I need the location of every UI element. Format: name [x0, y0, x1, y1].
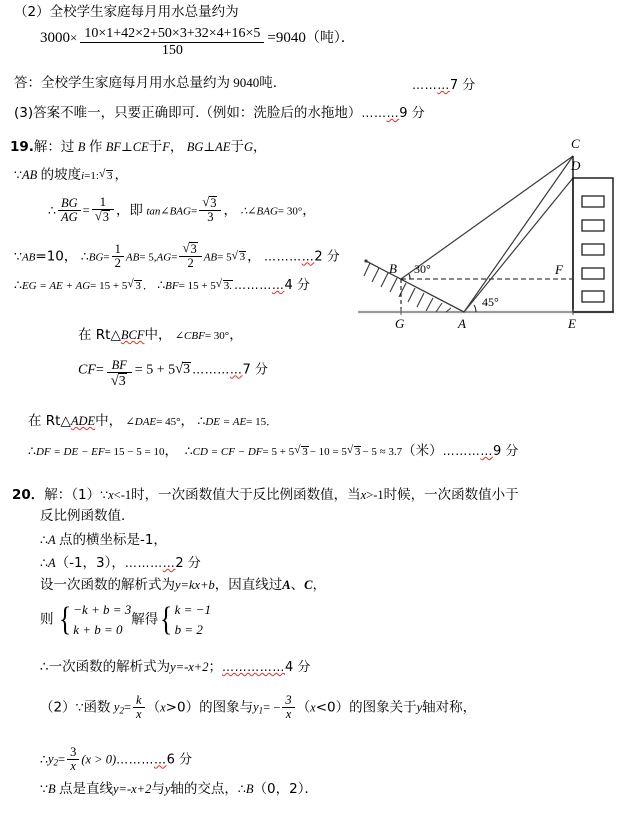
q19-point-F: F: [162, 140, 170, 154]
q19-sqrt3-11: √ 3: [347, 446, 363, 458]
q19-DF-expr: DF = DE − EF: [35, 446, 105, 458]
q19-angle-BAG-value: = 30°: [277, 205, 303, 218]
window-4: [582, 268, 604, 279]
q20-x-cond-1: <-1: [113, 488, 132, 502]
q20-point-B-1: B: [47, 782, 56, 796]
q19-l3-h: ，: [302, 202, 316, 219]
q19-sqrt3-10: √ 3: [294, 446, 310, 458]
q20-eq-4: b = 2: [174, 622, 203, 638]
q20-because-2: ∵: [75, 700, 84, 715]
q19-angle-BAG: ∴∠BAG: [240, 205, 278, 218]
window-5: [582, 291, 604, 302]
q19-seg-CE: CE: [132, 140, 149, 154]
q19-angle-CBF-value: = 30°: [204, 330, 230, 342]
q20-l8-k: （: [296, 699, 311, 716]
q18-part3: [14, 106, 425, 121]
q19-therefore-1: ∴: [48, 203, 56, 218]
q19-line-7: CF= BF √ 3 = 5 + 5 √ 3 …………7 分: [78, 358, 268, 390]
q19-CD-expr: CD = CF − DF: [192, 446, 263, 458]
q19-tri-ADE: ADE: [70, 414, 96, 428]
q20-line-10: [40, 782, 318, 797]
q20-l10-g: 轴的交点，: [170, 781, 238, 797]
q19-CF-value: = 5 + 5: [134, 362, 176, 378]
figure-label-B: B: [389, 261, 397, 276]
segment-BC: [401, 156, 573, 279]
q19-sqrt3-9: √ 3: [175, 362, 192, 377]
q18-answer-line: [14, 76, 277, 91]
q20-eq-sign-1: =: [123, 700, 132, 715]
q19-l1-o: ，: [252, 139, 267, 155]
figure-label-angle-A: 45°: [482, 295, 499, 309]
q18-fraction: [80, 26, 264, 59]
q19-l4-c: =10，: [35, 248, 78, 265]
q19-l9-d: ，: [164, 443, 178, 459]
q20-l1-h: 时候，一次函数值小于: [383, 487, 519, 503]
q18-fraction-numerator: 10×1+42×2+50×3+32×4+16×5: [80, 26, 264, 43]
q19-seg-BF: BF: [105, 140, 121, 154]
q20-y1-label: $y_1$: [253, 700, 264, 716]
q19-l3-b: ，即: [115, 202, 143, 219]
segment-AD: [464, 178, 573, 312]
q20-therefore-3: ∴: [40, 752, 48, 767]
q20-l7-score: 4 分: [284, 660, 311, 675]
q18-part3-label: (3)答案不唯一，只要正确即可.（例如：洗脸后的水拖地）: [14, 105, 362, 121]
q20-l3-c: 点的横坐标是-1，: [58, 532, 167, 548]
figure-label-F: F: [555, 262, 563, 277]
q19-frac-BF-sqrt3: BF √ 3: [107, 358, 132, 390]
q18-formula: [40, 26, 355, 59]
q20-point-A-2: A: [47, 556, 56, 570]
q18-score1-dots-wavy: …: [437, 78, 450, 92]
q19-tri-BCF: BCF: [120, 328, 145, 342]
q20-domain: (x > 0): [81, 752, 117, 767]
q19-CD-step1: = 5 + 5: [262, 446, 295, 458]
q20-l5-a: 设一次函数的解析式为: [40, 577, 175, 593]
q18-score1-value: 7 分: [449, 78, 476, 93]
q20-l8-o: 轴对称，: [422, 699, 477, 716]
q19-EG-expr: EG = AE + AG: [21, 280, 91, 292]
q19-eq-2: =: [190, 205, 198, 218]
q19-l7-dots: ………: [192, 362, 230, 377]
q19-seg-AB-1: AB: [21, 168, 38, 182]
q19-l5-dots: ………: [234, 278, 272, 292]
window-2: [582, 220, 604, 231]
q19-sqrt3-2: √ 3: [95, 210, 111, 224]
q20-therefore-2: ∴: [40, 556, 48, 570]
figure-label-A: A: [458, 316, 466, 331]
q19-because-2: ∵: [14, 249, 22, 264]
q19-angle-CBF: ∠CBF: [174, 330, 205, 342]
q19-DE-AE: DE = AE: [205, 416, 247, 428]
q18-result: 9040: [275, 30, 306, 47]
q19-l8-f: ，: [180, 413, 195, 429]
q20-l9-score: 6 分: [166, 752, 192, 768]
q20-because-3: ∵: [40, 782, 48, 796]
q20-frac-3-x: $\frac{3}{x}$: [282, 694, 294, 721]
q19-sqrt3-1: √ 3: [99, 170, 115, 182]
q20-eq-sign-2: = −: [263, 700, 281, 715]
q19-frac-sqrt3-2: √ $\frac{3}{2}$: [179, 242, 201, 270]
q20-line-eq-2: y=-x+2: [112, 782, 152, 796]
q19-CD-final: − 5 ≈ 3.7: [362, 446, 403, 458]
q19-l1-a: 解：过: [33, 139, 75, 155]
q19-l6-f: ，: [229, 327, 243, 343]
q20-l6-a: 则: [40, 611, 54, 628]
q19-eq-1: =: [82, 203, 90, 218]
q19-slope-ratio: =1:: [84, 170, 99, 182]
q20-eq-col-1: [73, 600, 131, 640]
q19-l7-score: 7 分: [242, 362, 268, 378]
segment-AC: [464, 156, 573, 312]
q19-l8-c: 中，: [95, 413, 123, 429]
q20-y-axis-2: y: [164, 782, 171, 796]
q19-tan-BAG: tan∠BAG: [146, 205, 191, 218]
q19-l9-unit: （米）: [402, 443, 443, 459]
q19-sqrt3-3: √ 3: [202, 196, 218, 210]
q19-l8-a: 在 Rt△: [28, 413, 71, 429]
q19-frac-1-sqrt3: 1 √ 3: [92, 196, 114, 224]
q19-sqrt3-4: √ 3: [182, 242, 198, 256]
q19-sqrt3-8: √ 3: [111, 373, 128, 390]
q19-therefore-6: ∴: [28, 444, 36, 458]
q19-frac-1-2: $\frac{1}{2}$: [112, 243, 124, 270]
q20-l8-c: 函数: [83, 699, 111, 716]
q20-because-1: ∵: [100, 488, 109, 502]
q19-EG-value: = 15 + 5: [90, 280, 128, 292]
q20-point-A-coords: （-1，3），: [55, 555, 125, 571]
q20-l5-e: 、: [290, 577, 305, 593]
q19-number: 19.: [10, 139, 34, 155]
q19-seg-BG-2: BG: [88, 251, 104, 264]
q20-line-6: [40, 600, 211, 640]
q20-line-8: [40, 694, 476, 721]
q19-sqrt3-5: √ 3: [232, 251, 248, 263]
q20-x-3: x: [160, 700, 166, 715]
q19-l1-i: ，: [169, 139, 184, 155]
q19-angle-DAE-value: = 45°: [156, 416, 181, 428]
q20-l10-e: 与: [151, 781, 165, 797]
q20-frac-3-x-2: $\frac{3}{x}$: [67, 746, 79, 773]
q20-y2-label-1: $y_2$: [113, 700, 124, 716]
q19-eq-3: =: [103, 251, 110, 264]
q20-l6-b: 解得: [131, 611, 159, 628]
q20-linear-solution: y=-x+2: [170, 660, 209, 674]
window-3: [582, 244, 604, 255]
q19-line-3: [48, 196, 316, 224]
q18-answer-value: 9040: [233, 75, 260, 90]
q19-bg-value: = 5,: [139, 251, 157, 264]
q19-l6-a: 在 Rt△: [78, 327, 121, 343]
q20-line-9: $\therefore y_2=$ $\frac{3}{x}$ (x > 0)…………6 分: [40, 745, 192, 774]
q20-point-A-3: A: [282, 578, 291, 592]
left-brace-2: {: [160, 601, 173, 639]
q20-l1-a: 解：（1）: [44, 487, 101, 503]
q20-l5-g: ，: [312, 577, 326, 593]
q18-score-1: [412, 78, 475, 92]
q19-l1-m: 于: [230, 139, 244, 155]
q19-l3-e: ，: [223, 202, 237, 219]
q20-therefore-4: ∴: [237, 782, 246, 796]
q19-l9-score: 9 分: [493, 444, 519, 459]
left-brace-1: {: [58, 601, 72, 639]
q18-answer-text: 答：全校学生家庭每月用水总量约为: [14, 75, 230, 91]
figure-label-E: E: [568, 316, 576, 331]
q19-l2-g: ，: [114, 167, 128, 183]
q19-line-1: [10, 140, 266, 155]
q19-perp-1: ⊥: [120, 140, 133, 154]
q20-eq-sign-3: =: [58, 752, 66, 767]
angle-arc-B: [409, 274, 410, 279]
q19-line-8: [28, 414, 277, 429]
q19-seg-BF-2: BF: [165, 280, 179, 292]
q20-point-C-1: C: [304, 578, 313, 592]
building-windows: [582, 196, 604, 302]
q19-l4-n: ，: [247, 248, 261, 265]
q20-point-B-2: B: [245, 782, 254, 796]
q19-eq-4: =: [171, 251, 178, 264]
q20-eq-col-2: [175, 600, 211, 640]
q20-line-5: [40, 578, 326, 593]
q20-l4-dots: ………: [124, 556, 163, 570]
geometry-figure: [358, 136, 614, 336]
q19-line-5: ∴EG = AE + AG= 15 + 5 √ 3 ． ∴BF= 15 + 5 √ 3. …………4 分: [14, 278, 310, 292]
q18-score1-dots: ……: [412, 78, 438, 92]
q19-l4-score: 2 分: [314, 249, 340, 265]
q19-DE-value: = 15．: [246, 416, 278, 428]
slope-top-dot: [364, 259, 367, 262]
q20-eq-2: k + b = 0: [73, 622, 123, 638]
q20-y2-label-2: $y_2$: [47, 752, 59, 768]
q20-l7-a: ∴一次函数的解析式为: [40, 659, 171, 675]
q20-equation-system-2: [158, 600, 211, 640]
slope-hatching: [364, 263, 451, 312]
q20-line-7: [40, 660, 310, 675]
q18-part2-label: （2）全校学生家庭每月用水总量约为: [14, 4, 239, 20]
q18-score3-value: 9 分: [399, 106, 425, 121]
q20-line-3: [40, 533, 167, 548]
q20-frac-k-x: $\frac{k}{x}$: [133, 694, 145, 721]
q19-seg-AB-3: AB: [125, 251, 140, 264]
q18-result-unit: （吨）．: [305, 30, 355, 47]
q19-BF-value: = 15 + 5: [178, 280, 216, 292]
q20-linear-eq: y=kx+b: [175, 578, 215, 592]
q19-point-B: B: [77, 140, 86, 154]
q20-x-4: x: [310, 700, 316, 715]
q19-CD-step2: − 10 = 5: [309, 446, 347, 458]
q20-eq-3: k = −1: [174, 602, 211, 617]
q20-l9-dots: ………: [116, 752, 154, 767]
q20-line-2: 反比例函数值．: [40, 508, 135, 524]
q19-therefore-2: ∴: [80, 249, 89, 264]
q20-point-A-1: A: [47, 533, 56, 547]
q20-l5-c: ，因直线过: [214, 577, 283, 593]
building-outline: [573, 178, 613, 312]
q19-line-4: ∵AB=10， ∴BG= $\frac{1}{2}$ AB= 5,AG= √ $\frac{3}{2}$ AB= 5 √ 3 ， …………2 分: [14, 242, 340, 270]
figure-label-C: C: [571, 136, 580, 151]
q19-therefore-5: ∴: [197, 414, 206, 428]
q20-l4-score: 2 分: [175, 556, 201, 571]
q19-sqrt3-6: √ 3: [127, 280, 143, 292]
q19-ag-value: = 5: [217, 251, 232, 264]
q20-l1-e: 时，一次函数值大于反比例函数值，当: [131, 487, 361, 503]
q19-slope-i: i: [81, 170, 85, 182]
q20-x-2: x: [360, 488, 367, 502]
window-1: [582, 196, 604, 207]
q20-number: 20．: [12, 487, 45, 503]
q20-l8-f: （: [146, 699, 161, 716]
figure-label-angle-B: 30°: [414, 262, 431, 276]
q19-l5-e: ．: [142, 280, 154, 292]
q19-CF-label: CF: [78, 362, 96, 378]
q18-answer-unit: 吨.: [259, 75, 278, 91]
q20-x-cond-2: >-1: [366, 488, 384, 502]
figure-label-D: D: [571, 158, 581, 173]
q19-line-2: [14, 168, 128, 183]
q20-l8-m: <0）的图象关于: [315, 699, 417, 716]
q19-line-6: [78, 328, 243, 343]
q20-l7-c: ；: [208, 659, 222, 675]
q19-line-9: ∴DF = DE − EF= 15 − 5 = 10， ∴CD = CF − DF= 5 + 5 √ 3 − 10 = 5 √ 3 − 5 ≈ 3.7（米）…………9 分: [28, 444, 518, 459]
q20-x-1: x: [108, 488, 114, 502]
q19-l4-dots: ………: [263, 249, 302, 264]
q19-angle-DAE: ∠DAE: [125, 416, 157, 428]
q18-coefficient: 3000: [40, 30, 70, 47]
q20-l7-dots: ……………: [221, 660, 285, 674]
q18-times-sign: ×: [70, 30, 78, 46]
q18-part3-dots: ……: [361, 106, 387, 120]
q19-seg-AB-4: AB: [203, 251, 218, 264]
q19-frac-BG-AG: $\frac{BG}{AG}$: [58, 197, 81, 224]
q19-seg-AG-2: AG: [156, 251, 172, 264]
q20-l10-c: 点是直线: [58, 781, 113, 797]
q19-l1-g: 于: [148, 139, 163, 155]
q19-l9-dots: ………: [442, 444, 481, 458]
q20-therefore-1: ∴: [40, 533, 48, 547]
q19-l1-c: 作: [88, 139, 103, 155]
q19-slope-text: 的坡度: [40, 167, 82, 183]
q19-seg-AB-2: AB: [21, 251, 36, 264]
figure-label-G: G: [395, 316, 405, 331]
q19-perp-2: ⊥: [203, 140, 216, 154]
q19-l6-c: 中，: [144, 327, 172, 343]
q20-l8-h: >0）的图象与: [165, 699, 254, 716]
q20-eq-1: −k + b = 3: [73, 602, 132, 617]
q20-y-axis-1: y: [416, 700, 423, 715]
q19-seg-AE: AE: [215, 140, 231, 154]
q19-sqrt3-7: √ 3.: [216, 280, 234, 292]
q19-frac-sqrt3-3: √ $\frac{3}{3}$: [199, 196, 221, 224]
q19-DF-value: = 15 − 5 = 10: [104, 446, 165, 458]
q19-therefore-3: ∴: [14, 278, 22, 292]
q18-part3-dots-wavy: …: [386, 106, 400, 120]
q19-point-G: G: [243, 140, 253, 154]
q18-fraction-denominator: 150: [161, 43, 183, 59]
q20-line-1: [12, 488, 519, 503]
q20-line-4: ∴A（-1，3），…………2 分: [40, 555, 201, 571]
q20-equation-system-1: [57, 600, 131, 640]
q18-equals-sign: =: [267, 30, 276, 47]
q19-therefore-4: ∴: [157, 278, 166, 292]
q19-therefore-7: ∴: [184, 444, 193, 458]
q19-because-1: ∵: [14, 168, 22, 182]
q19-l5-score: 4 分: [284, 278, 310, 293]
q20-l8-a: （2）: [40, 699, 76, 716]
q19-seg-BG: BG: [186, 140, 204, 154]
q20-point-B-coords: （0，2）．: [253, 781, 318, 797]
q19-eq-5: =: [95, 362, 104, 378]
